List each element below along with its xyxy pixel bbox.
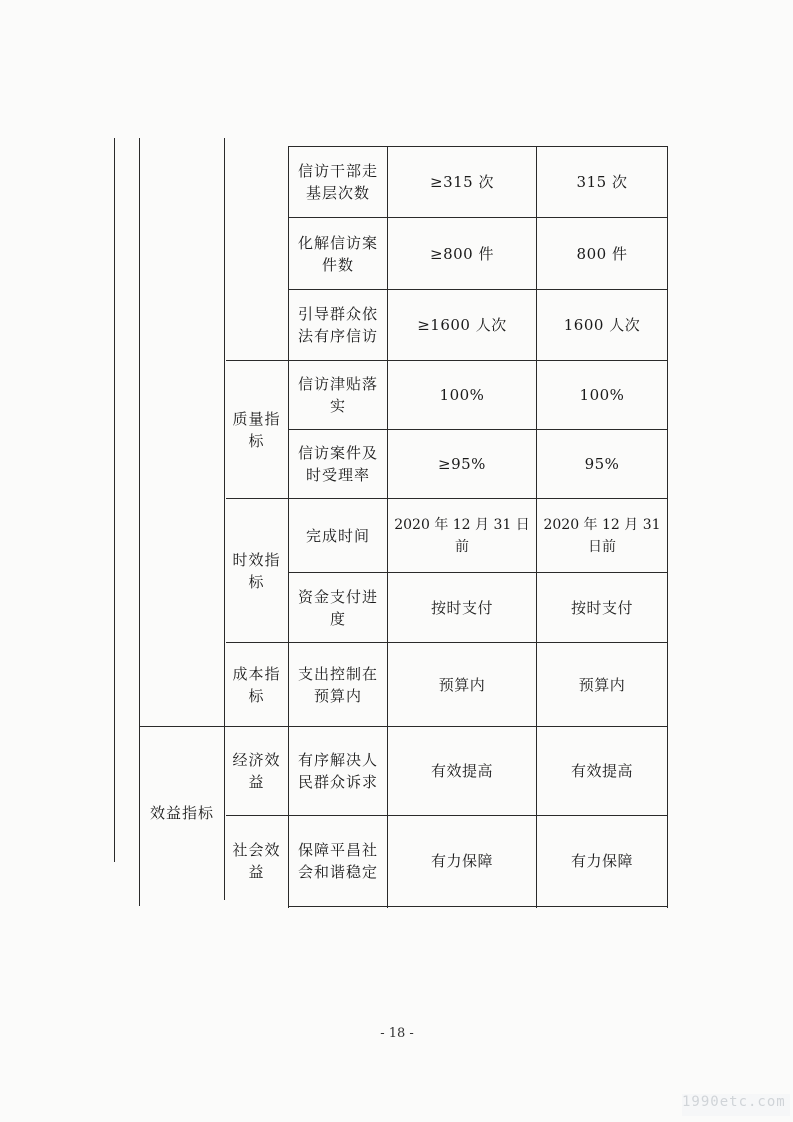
- row-line-10: [288, 906, 668, 907]
- target-value: ≥1600 人次: [417, 316, 507, 334]
- actual-value-line: 日前: [588, 538, 616, 555]
- target-value: 按时支付: [430, 598, 493, 617]
- indicator-cell: [289, 430, 387, 498]
- economic-category-cell: [225, 727, 288, 815]
- actual-value: 按时支付: [570, 598, 633, 617]
- indicator-text-line: 保障平昌社: [297, 841, 378, 859]
- actual-value-cell: [537, 147, 667, 217]
- quality-category-cell: [225, 361, 288, 498]
- actual-value-line: 2020 年 12 月 31: [543, 516, 661, 533]
- actual-value-cell: [537, 361, 667, 429]
- indicator-cell: [289, 727, 387, 815]
- target-value-cell: [388, 727, 536, 815]
- indicator-cell: [289, 816, 387, 906]
- social-category-cell: [225, 816, 288, 906]
- actual-value-cell: [537, 816, 667, 906]
- timeliness-category-cell: [225, 499, 288, 642]
- indicator-text: 完成时间: [305, 526, 370, 545]
- indicator-text-line: 民群众诉求: [297, 773, 378, 791]
- target-value-cell: [388, 816, 536, 906]
- cost-category-cell: [225, 643, 288, 726]
- actual-value: 预算内: [578, 675, 626, 694]
- indicator-text-line: 法有序信访: [297, 327, 378, 345]
- indicator-cell: [289, 290, 387, 360]
- actual-value-cell: [537, 218, 667, 289]
- indicator-text-line: 有序解决人: [297, 751, 378, 769]
- target-value-cell: [388, 573, 536, 642]
- target-value: 100%: [439, 386, 485, 404]
- actual-value-cell: [537, 430, 667, 498]
- target-value: ≥315 次: [430, 173, 494, 191]
- indicator-cell: [289, 361, 387, 429]
- target-value: 预算内: [438, 675, 486, 694]
- actual-value: 800 件: [576, 244, 628, 263]
- actual-value: 1600 人次: [563, 316, 641, 334]
- indicator-text-line: 基层次数: [305, 184, 370, 202]
- target-value-cell: [388, 290, 536, 360]
- indicator-text-line: 信访干部走: [297, 162, 378, 180]
- indicator-text-line: 引导群众依: [297, 305, 378, 323]
- indicator-cell: [289, 147, 387, 217]
- target-value-cell: [388, 361, 536, 429]
- indicator-text-line: 时受理率: [305, 466, 370, 484]
- timeliness-category-label: 时效指标: [232, 550, 281, 591]
- target-value: 2020 年 12 月 31 日前: [394, 516, 530, 555]
- economic-category-label: 经济效益: [232, 751, 281, 791]
- indicator-text-line: 预算内: [313, 686, 362, 705]
- target-value: 有力保障: [430, 852, 493, 870]
- social-category-label: 社会效益: [232, 841, 281, 881]
- actual-value: 有效提高: [570, 762, 633, 780]
- actual-value-cell: [537, 499, 667, 572]
- table-border-left-outer: [114, 138, 115, 862]
- benefit-category-label: 效益指标: [149, 804, 214, 822]
- target-value: ≥95%: [438, 455, 486, 473]
- actual-value-cell: [537, 643, 667, 726]
- indicator-text-line: 件数: [321, 255, 354, 274]
- indicator-text-line: 度: [329, 609, 346, 628]
- actual-value: 95%: [584, 455, 620, 473]
- target-value-cell: [388, 430, 536, 498]
- target-value-cell: [388, 643, 536, 726]
- indicator-text-line: 化解信访案: [297, 233, 378, 252]
- indicator-text-line: 信访案件及: [297, 444, 378, 462]
- target-value: ≥800 件: [430, 244, 494, 263]
- actual-value-cell: [537, 727, 667, 815]
- benefit-category-cell: [140, 727, 224, 899]
- actual-value-cell: [537, 573, 667, 642]
- target-value-cell: [388, 218, 536, 289]
- indicator-text-line: 会和谐稳定: [297, 863, 378, 881]
- page-number: - 18 -: [380, 1026, 414, 1041]
- target-value-cell: [388, 147, 536, 217]
- target-value: 有效提高: [430, 762, 493, 780]
- indicator-text-line: 信访津贴落: [297, 375, 378, 393]
- actual-value: 有力保障: [570, 852, 633, 870]
- site-watermark: 1990etc.com: [682, 1094, 790, 1116]
- indicator-text-line: 支出控制在: [297, 664, 378, 683]
- target-value-cell: [388, 499, 536, 572]
- indicator-cell: [289, 643, 387, 726]
- indicator-text-line: 实: [329, 397, 346, 415]
- cost-category-label: 成本指标: [232, 664, 281, 705]
- quality-category-label: 质量指标: [232, 409, 281, 450]
- actual-value: 315 次: [576, 173, 628, 191]
- indicator-cell: [289, 218, 387, 289]
- actual-value-cell: [537, 290, 667, 360]
- indicator-cell: [289, 499, 387, 572]
- table-border-right: [667, 146, 668, 908]
- actual-value: 100%: [579, 386, 625, 404]
- indicator-text-line: 资金支付进: [297, 587, 378, 606]
- indicator-cell: [289, 573, 387, 642]
